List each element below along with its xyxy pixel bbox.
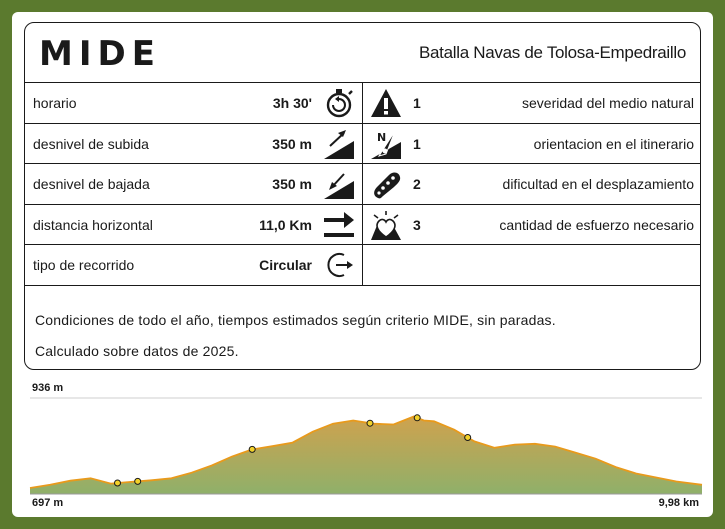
waypoint-marker xyxy=(414,415,420,421)
row-value: 2 xyxy=(413,176,421,192)
row-value: 1 xyxy=(413,135,421,152)
row-desnivel-bajada xyxy=(25,164,700,205)
row-label: cantidad de esfuerzo necesario xyxy=(499,216,694,233)
row-value: 350 m xyxy=(272,135,312,152)
warning-triangle-icon xyxy=(369,87,403,119)
descent-icon xyxy=(322,168,356,200)
left-cell xyxy=(25,124,363,164)
footprint-icon xyxy=(369,168,403,200)
elevation-chart xyxy=(12,378,713,517)
row-distancia xyxy=(25,205,700,246)
row-label: tipo de recorrido xyxy=(33,257,135,273)
left-cell xyxy=(25,83,363,123)
waypoint-marker xyxy=(249,446,255,452)
waypoint-marker xyxy=(135,478,141,484)
row-value: 11,0 Km xyxy=(259,216,312,233)
row-value: Circular xyxy=(259,257,312,273)
mide-logo: MIDE xyxy=(39,34,161,74)
heart-effort-icon xyxy=(369,209,403,241)
left-cell xyxy=(25,205,363,245)
waypoint-marker xyxy=(367,420,373,426)
row-tipo-recorrido xyxy=(25,245,700,286)
row-label: dificultad en el desplazamiento xyxy=(502,176,694,192)
row-label: severidad del medio natural xyxy=(522,95,694,111)
circular-route-icon xyxy=(322,249,356,281)
left-cell xyxy=(25,164,363,204)
route-title: Batalla Navas de Tolosa-Empedraillo xyxy=(418,43,686,62)
row-desnivel-subida xyxy=(25,124,700,165)
row-label: horario xyxy=(33,95,77,111)
row-value: 3 xyxy=(413,216,421,233)
svg-text:N: N xyxy=(377,130,387,144)
row-label: desnivel de subida xyxy=(33,135,149,152)
left-cell xyxy=(25,245,363,285)
elevation-profile xyxy=(12,378,713,517)
notes xyxy=(35,312,685,370)
max-elevation-label: 936 m xyxy=(32,382,64,394)
min-elevation-label: 697 m xyxy=(32,497,64,509)
row-label: desnivel de bajada xyxy=(33,176,150,192)
card-header xyxy=(25,23,700,83)
row-value: 350 m xyxy=(272,176,312,192)
stopwatch-icon xyxy=(322,87,356,119)
row-value: 3h 30' xyxy=(272,95,312,111)
row-horario xyxy=(25,83,700,124)
right-cell xyxy=(363,83,701,123)
row-label: distancia horizontal xyxy=(33,216,153,233)
note-data-year: Calculado sobre datos de 2025. xyxy=(35,343,239,359)
row-label: orientacion en el itinerario xyxy=(533,135,694,152)
compass-icon xyxy=(369,128,403,160)
waypoint-marker xyxy=(465,435,471,441)
sheet xyxy=(12,12,713,517)
ascent-icon xyxy=(322,128,356,160)
waypoint-marker xyxy=(115,480,121,486)
distance-label: 9,98 km xyxy=(658,497,699,509)
mide-card xyxy=(24,22,701,370)
note-conditions: Condiciones de todo el año, tiempos estimados según criterio MIDE, sin paradas. xyxy=(35,312,556,328)
right-cell xyxy=(363,205,701,245)
right-cell xyxy=(363,164,701,204)
right-cell xyxy=(363,124,701,164)
row-value: 1 xyxy=(413,95,421,111)
right-cell-empty xyxy=(363,245,701,285)
distance-arrows-icon xyxy=(322,209,356,241)
